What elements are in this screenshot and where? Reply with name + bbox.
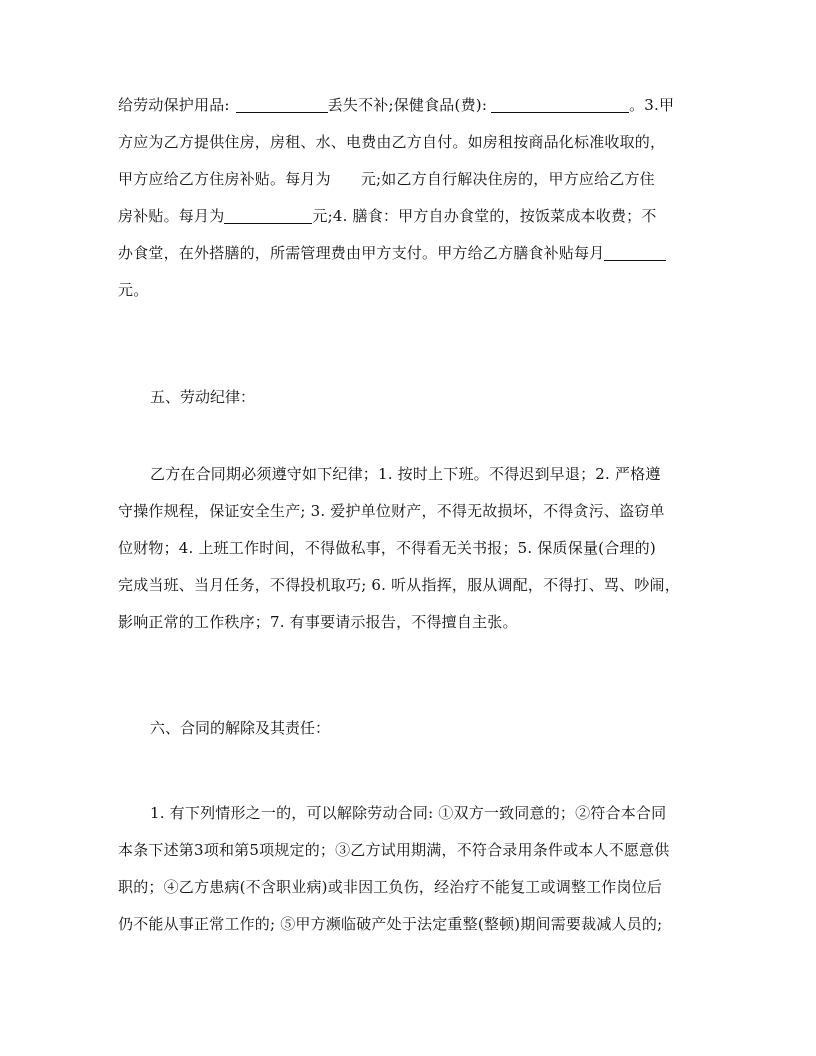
blank-field-health-food (491, 96, 629, 113)
paragraph-line (118, 87, 698, 124)
text-segment: 元;如乙方自行解决住房的，甲方应给乙方住 (360, 170, 655, 188)
paragraph-line: 职的；④乙方患病(不含职业病)或非因工负伤，经治疗不能复工或调整工作岗位后 (118, 878, 663, 896)
text-segment: 甲方应给乙方住房补贴。每月为 (118, 170, 331, 188)
paragraph-line (118, 456, 698, 493)
paragraph-line: 守操作规程，保证安全生产; 3. 爱护单位财产，不得无故损坏，不得贪污、盗窃单 (118, 502, 665, 520)
paragraph-line: 影响正常的工作秩序；7. 有事要请示报告，不得擅自主张。 (118, 613, 518, 631)
paragraph-line: 元。 (118, 281, 149, 299)
paragraph-line (118, 795, 698, 832)
text-segment: 。3.甲 (629, 96, 675, 114)
text-segment: 办食堂，在外搭膳的，所需管理费由甲方支付。甲方给乙方膳食补贴每月 (118, 244, 605, 262)
paragraph-line (118, 161, 698, 198)
blank-field-protective-goods (236, 96, 328, 113)
paragraph-line: 方应为乙方提供住房，房租、水、电费由乙方自付。如房租按商品化标准收取的， (118, 133, 666, 151)
section-heading-contract-termination: 六、合同的解除及其责任： (150, 719, 331, 737)
blank-field-meal-subsidy (604, 244, 666, 261)
paragraph-line: 本条下述第3项和第5项规定的；③乙方试用期满，不符合录用条件或本人不愿意供 (118, 841, 670, 859)
text-segment: 1. 有下列情形之一的，可以解除劳动合同: ①双方一致同意的；②符合本合同 (150, 804, 667, 822)
paragraph-line (118, 235, 698, 272)
section-heading-labor-discipline: 五、劳动纪律： (150, 388, 256, 406)
paragraph-line: 位财物；4. 上班工作时间，不得做私事，不得看无关书报；5. 保质保量(合理的) (118, 539, 656, 557)
text-segment: 元;4. 膳食：甲方自办食堂的，按饭菜成本收费；不 (312, 207, 657, 225)
paragraph-line (118, 198, 698, 235)
text-segment: 给劳动保护用品: (118, 96, 230, 114)
paragraph-termination (118, 795, 698, 943)
text-segment: 房补贴。每月为 (118, 207, 225, 225)
paragraph-line: 完成当班、当月任务，不得投机取巧; 6. 听从指挥，服从调配，不得打、骂、吵闹， (118, 576, 680, 594)
paragraph-line: 仍不能从事正常工作的; ⑤甲方濒临破产处于法定重整(整顿)期间需要裁减人员的; (118, 915, 663, 933)
paragraph-benefits (118, 87, 698, 309)
paragraph-discipline (118, 456, 698, 641)
text-segment: 丢失不补;保健食品(费): (327, 96, 488, 114)
blank-field-housing-subsidy (224, 207, 312, 224)
text-segment: 乙方在合同期必须遵守如下纪律；1. 按时上下班。不得迟到早退；2. 严格遵 (150, 465, 661, 483)
